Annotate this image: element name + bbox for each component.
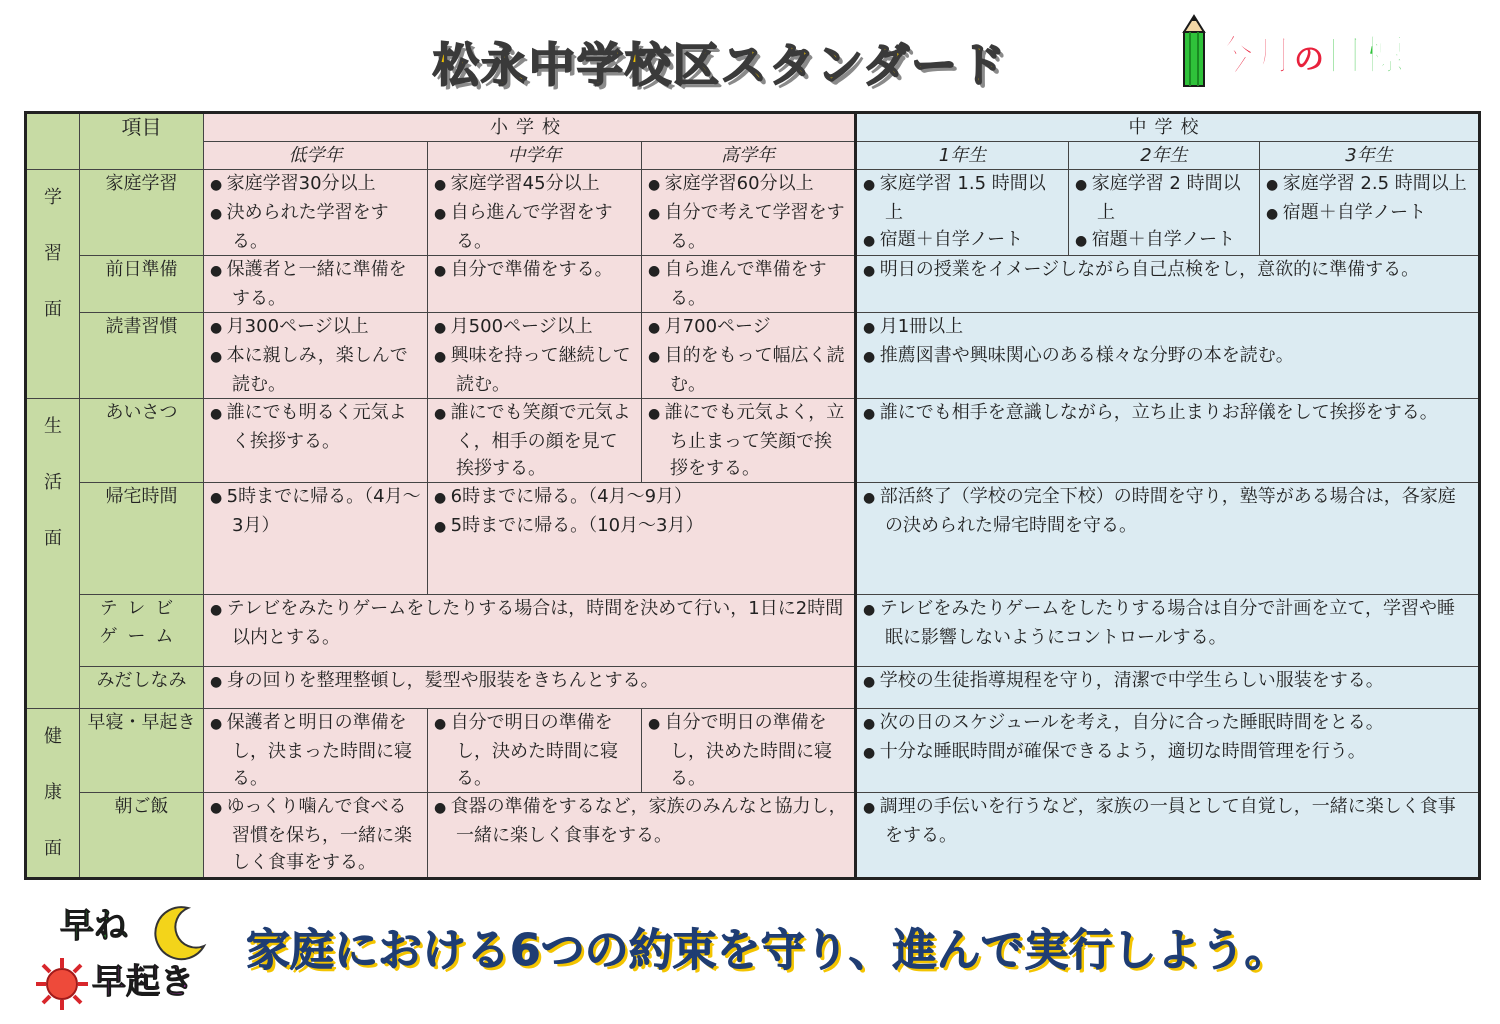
item-home-study: 家庭学習 xyxy=(80,170,204,256)
grade-header-mid: 中学年 xyxy=(428,142,642,170)
pencil-icon xyxy=(1170,14,1218,94)
grade-header-j3: 3年生 xyxy=(1260,142,1480,170)
logo-text-bottom: 早起き xyxy=(92,962,194,1002)
footer-slogan: 家庭における6つの約束を守り、進んで実行しよう。 xyxy=(246,925,1289,976)
page-title: 松永中学校区スタンダード xyxy=(432,38,1008,92)
monthly-goal-badge xyxy=(1170,14,1440,94)
item-prep: 前日準備 xyxy=(80,256,204,313)
grade-header-low: 低学年 xyxy=(204,142,428,170)
elementary-header: 小学校 xyxy=(204,113,856,142)
item-home-time: 帰宅時間 xyxy=(80,483,204,595)
goal-text-target: 目標 xyxy=(1324,33,1404,79)
category-life: 生 活 面 xyxy=(26,399,80,709)
goal-text-month: 今月 xyxy=(1214,33,1294,79)
category-health: 健 康 面 xyxy=(26,709,80,879)
junior-header: 中学校 xyxy=(856,113,1480,142)
corner-cell xyxy=(26,113,80,170)
item-reading: 読書習慣 xyxy=(80,313,204,399)
category-study: 学 習 面 xyxy=(26,170,80,399)
grade-header-j1: 1年生 xyxy=(856,142,1069,170)
grade-header-j2: 2年生 xyxy=(1069,142,1260,170)
item-tv-game: テレビ ゲーム xyxy=(80,595,204,667)
item-greeting: あいさつ xyxy=(80,399,204,483)
item-sleep: 早寝・早起き xyxy=(80,709,204,793)
sun-icon xyxy=(34,956,90,1012)
grade-header-high: 高学年 xyxy=(642,142,856,170)
item-appearance: みだしなみ xyxy=(80,667,204,709)
item-header: 項目 xyxy=(80,113,204,170)
standards-table: 項目 小学校 中学校 低学年 中学年 高学年 1年生 2年生 3年生 学 習 面 家庭学習 ● 家庭学習30分以上 ● 決められた学習をする。 ● 家庭学習45分以上 ● 自ら進んで学習をする。 ● 家庭学習60分以上 ● 自分で考えて学習をする。 ● 家庭学習 1.5 時間以上 ● 宿題＋自学ノート ● 家庭学習 2 時間以上 ● 宿題＋自学ノート ● 家庭学習 2.5 時間以上 ● 宿題＋自学ノート 前日準備 ● 保護者と一緒に準備をする。 ● 自分で準備をする。 ● 自ら進んで準備をする。 ● 明日の授業をイメージしながら自己点検をし，意欲的に準備する。 読書習慣 ● 月300ページ以上 ● 本に親しみ，楽しんで読む。 ● 月500ページ以上 ● 興味を持って継続して読む。 ● 月700ページ ● 目的をもって幅広く読む。 ● 月1冊以上 ● 推薦図書や興味関心のある様々な分野の本を読む。 生 活 面 あいさつ ● 誰にでも明るく元気よく挨拶する。 ● 誰にでも笑顔で元気よく，相手の顔を見て挨拶する。 ● 誰にでも元気よく，立ち止まって笑顔で挨拶をする。 ● 誰にでも相手を意識しながら，立ち止まりお辞儀をして挨拶をする。 帰宅時間 ● 5時までに帰る。（4月～3月） ● 6時までに帰る。（4月～9月） ● 5時までに帰る。（10月～3月） ● 部活終了（学校の完全下校）の時間を守り，塾等がある場合は，各家庭の決められた帰宅時間を守る。 テレビ ゲーム ● テレビをみたりゲームをしたりする場合は，時間を決めて行い，1日に2時間以内とする。 ● テレビをみたりゲームをしたりする場合は自分で計画を立て，学習や睡眠に影響しないようにコントロールする。 みだしなみ ● 身の回りを整理整頓し，髪型や服装をきちんとする。 ● 学校の生徒指導規程を守り，清潔で中学生らしい服装をする。 健 康 面 早寝・早起き ● 保護者と明日の準備をし，決まった時間に寝る。 ● 自分で明日の準備をし，決めた時間に寝る。 ● 自分で明日の準備をし，決めた時間に寝る。 ● 次の日のスケジュールを考え，自分に合った睡眠時間をとる。 ● 十分な睡眠時間が確保できるよう，適切な時間管理を行う。 朝ご飯 ● ゆっくり噛んで食べる習慣を保ち，一緒に楽しく食事をする。 ● 食器の準備をするなど，家族のみんなと協力し，一緒に楽しく食事をする。 ● 調理の手伝いを行うなど，家族の一員として自覚し，一緒に楽しく食事をする。 xyxy=(24,111,1481,880)
moon-icon xyxy=(150,902,210,962)
early-sleep-early-rise-logo xyxy=(34,900,214,1015)
item-breakfast: 朝ご飯 xyxy=(80,793,204,879)
goal-text-no: の xyxy=(1294,42,1324,77)
logo-text-top: 早ね xyxy=(60,906,128,946)
